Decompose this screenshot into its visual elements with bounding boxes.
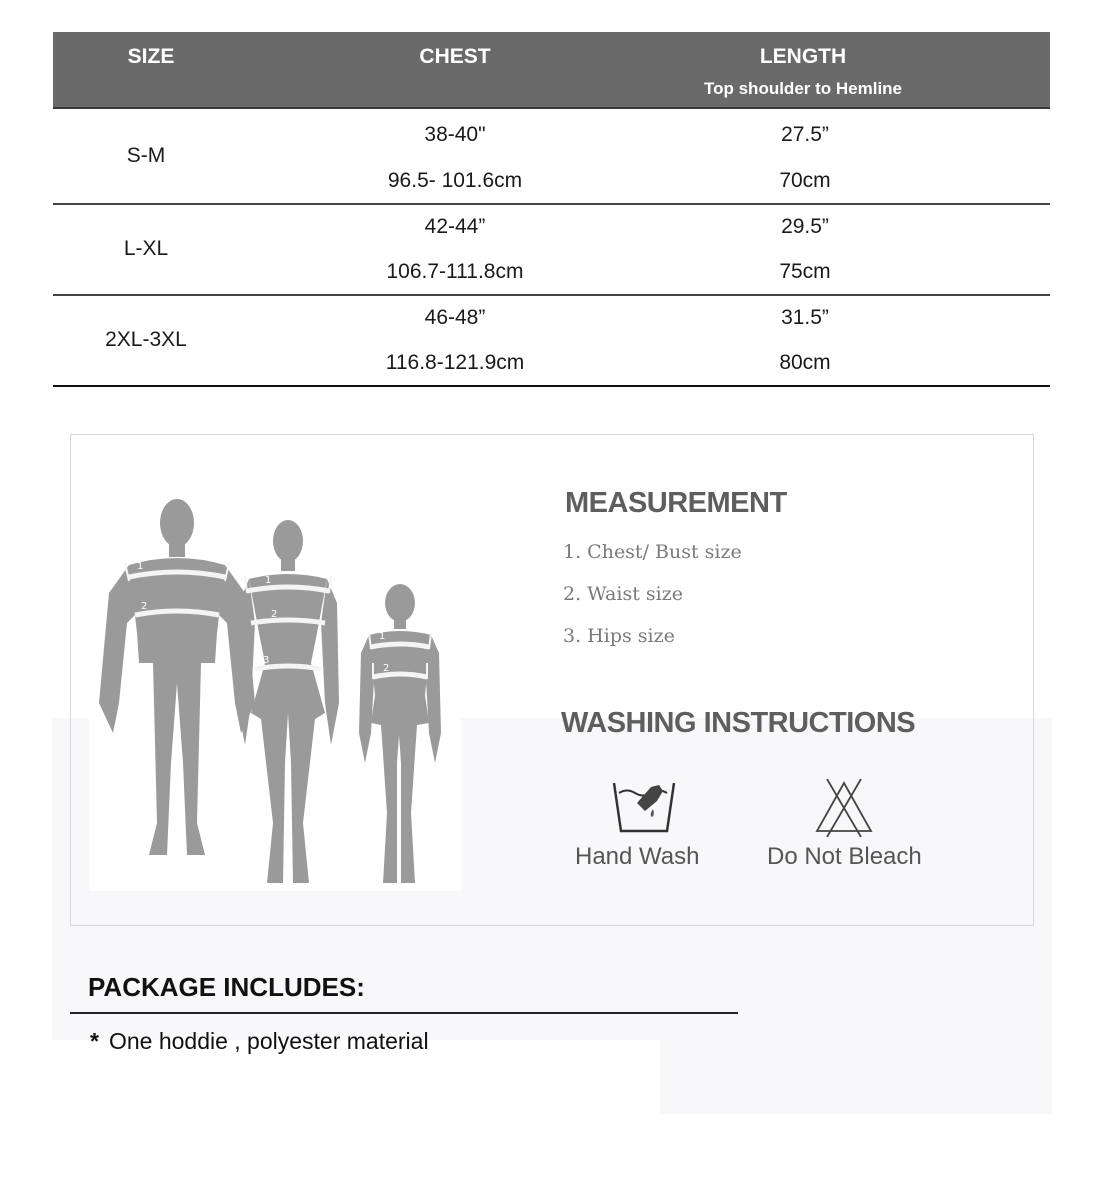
- chest-inches-cell: 42-44”: [424, 215, 486, 238]
- chest-cm-cell: 116.8-121.9cm: [385, 351, 525, 374]
- man-silhouette: [99, 499, 255, 855]
- body-measurement-illustration: [89, 463, 461, 891]
- do-not-bleach-icon: [813, 779, 875, 837]
- length-inches-cell: 27.5”: [781, 123, 829, 146]
- measurement-item-chest: 1. Chest/ Bust size: [563, 541, 742, 563]
- length-cm-cell: 70cm: [779, 169, 831, 192]
- length-inches-cell: 31.5”: [781, 306, 829, 329]
- table-row: [53, 205, 1050, 296]
- hand-wash-icon: [611, 779, 677, 835]
- table-row: [53, 109, 1050, 205]
- measurement-info-panel: [70, 434, 1034, 926]
- length-cm-cell: 75cm: [779, 260, 831, 283]
- measurement-title: MEASUREMENT: [565, 487, 787, 519]
- package-item-text: One hoddie , polyester material: [108, 1028, 429, 1054]
- divider: [70, 1012, 738, 1014]
- size-cell: L-XL: [123, 237, 169, 260]
- bullet: *: [90, 1028, 99, 1054]
- package-title: PACKAGE INCLUDES:: [88, 972, 365, 1002]
- chest-inches-cell: 46-48”: [424, 306, 486, 329]
- tape-label-1: 1: [265, 575, 272, 586]
- tape-label-2: 2: [271, 609, 278, 620]
- table-row: [53, 296, 1050, 387]
- chest-inches-cell: 38-40": [424, 123, 486, 146]
- size-chart-table: [53, 32, 1050, 387]
- table-header: [53, 32, 1050, 109]
- size-cell: S-M: [126, 144, 166, 167]
- measurement-item-waist: 2. Waist size: [563, 583, 683, 605]
- background-panel: [660, 1040, 1052, 1114]
- header-length: LENGTH: [759, 45, 847, 68]
- tape-label-2: 2: [383, 663, 390, 674]
- tape-label-2: 2: [141, 601, 148, 612]
- header-chest: CHEST: [419, 45, 491, 68]
- length-cm-cell: 80cm: [779, 351, 831, 374]
- child-silhouette: [359, 584, 441, 883]
- do-not-bleach-label: Do Not Bleach: [767, 843, 922, 870]
- washing-title: WASHING INSTRUCTIONS: [561, 707, 916, 739]
- tape-label-3: 3: [263, 655, 270, 666]
- package-item: [90, 1028, 429, 1055]
- header-length-subtitle: Top shoulder to Hemline: [703, 79, 903, 98]
- header-size: SIZE: [127, 45, 175, 68]
- length-inches-cell: 29.5”: [781, 215, 829, 238]
- chest-cm-cell: 96.5- 101.6cm: [387, 169, 523, 192]
- tape-label-1: 1: [137, 561, 144, 572]
- measurement-item-hips: 3. Hips size: [563, 625, 675, 647]
- tape-label-1: 1: [379, 631, 386, 642]
- chest-cm-cell: 106.7-111.8cm: [386, 260, 524, 283]
- size-cell: 2XL-3XL: [105, 328, 187, 351]
- hand-wash-label: Hand Wash: [575, 843, 700, 870]
